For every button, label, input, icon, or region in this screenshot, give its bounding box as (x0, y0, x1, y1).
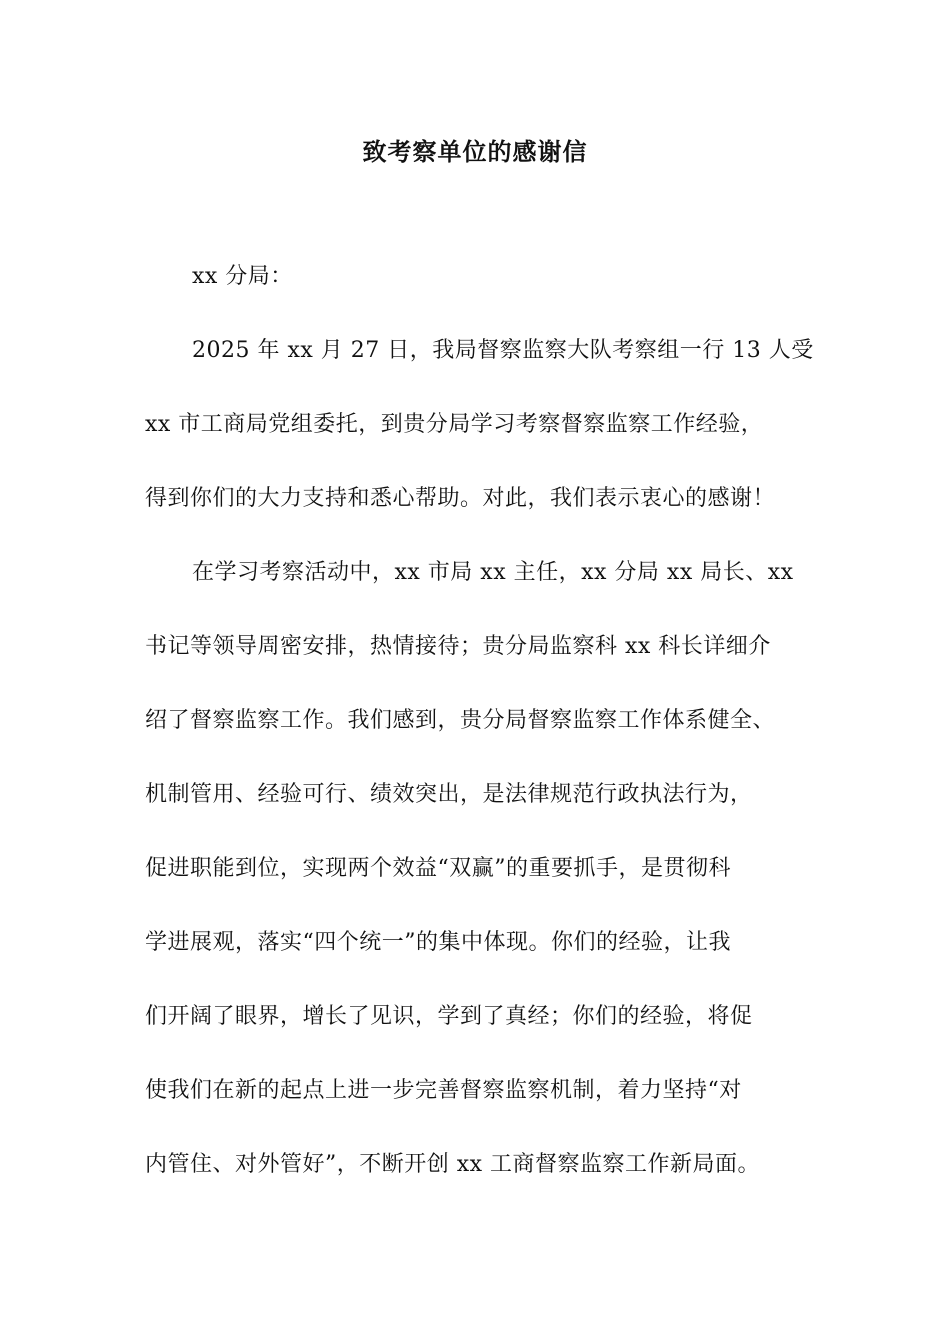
paragraph-line: 2025 年 xx 月 27 日，我局督察监察大队考察组一行 13 人受 (192, 338, 814, 363)
paragraph-line: 学进展观，落实“四个统一”的集中体现。你们的经验，让我 (145, 930, 731, 955)
paragraph-2 (145, 536, 835, 1202)
salutation: xx 分局： (192, 264, 293, 289)
paragraph-line: 使我们在新的起点上进一步完善督察监察机制，着力坚持“对 (145, 1078, 742, 1103)
paragraph-line: 们开阔了眼界，增长了见识，学到了真经；你们的经验，将促 (145, 1004, 753, 1029)
paragraph-1 (145, 314, 835, 536)
paragraph-line: 内管住、对外管好”，不断开创 xx 工商督察监察工作新局面。 (145, 1152, 761, 1177)
paragraph-line: 机制管用、经验可行、绩效突出，是法律规范行政执法行为， (145, 782, 753, 807)
paragraph-line: 书记等领导周密安排，热情接待；贵分局监察科 xx 科长详细介 (145, 634, 771, 659)
paragraph-line: 促进职能到位，实现两个效益“双赢”的重要抓手，是贯彻科 (145, 856, 731, 881)
paragraph-line: 得到你们的大力支持和悉心帮助。对此，我们表示衷心的感谢！ (145, 486, 776, 511)
paragraph-line: 在学习考察活动中，xx 市局 xx 主任，xx 分局 xx 局长、xx (192, 560, 794, 585)
document-title: 致考察单位的感谢信 (362, 137, 588, 166)
paragraph-line: xx 市工商局党组委托，到贵分局学习考察督察监察工作经验， (145, 412, 764, 437)
paragraph-line: 绍了督察监察工作。我们感到，贵分局督察监察工作体系健全、 (145, 708, 776, 733)
